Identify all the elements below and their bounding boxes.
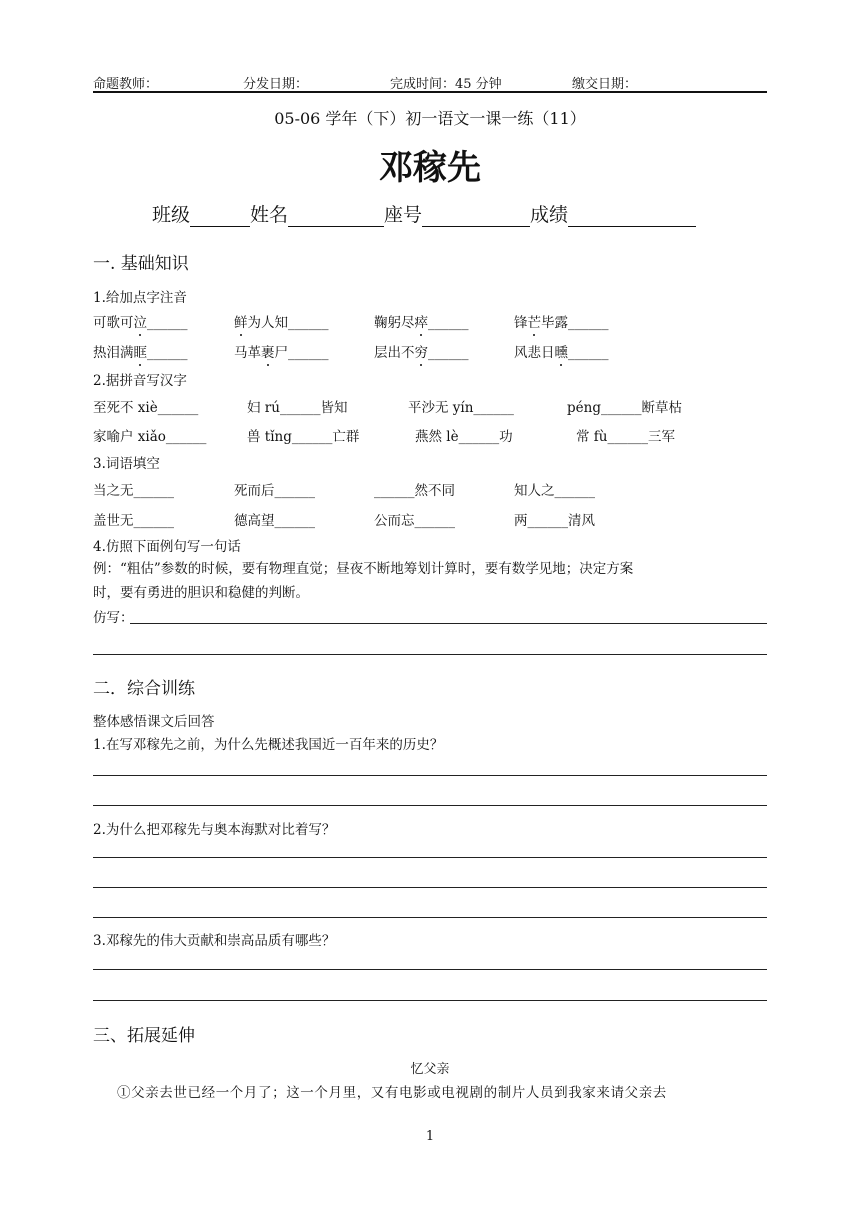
answer-line[interactable]	[93, 857, 767, 858]
answer-line[interactable]	[93, 969, 767, 970]
q1-item-text: 层出不	[374, 345, 415, 361]
q1-item	[93, 311, 188, 331]
sec2-q2: 2.为什么把邓稼先与奥本海默对比着写？	[93, 822, 336, 838]
q1-item-text: 马革	[234, 345, 261, 361]
article-title: 忆父亲	[410, 1062, 450, 1077]
name-label: 姓名	[250, 204, 289, 226]
answer-line[interactable]	[93, 917, 767, 918]
q2-item: 燕然 lè______功	[415, 429, 513, 445]
page-title: 邓稼先	[379, 148, 481, 188]
q2-item: 兽 tǐng______亡群	[247, 429, 360, 445]
answer-line[interactable]	[130, 623, 767, 624]
q3-item: 两______清风	[514, 513, 595, 529]
info-line	[152, 200, 696, 227]
q2-item: 家喻户 xiǎo______	[93, 429, 207, 445]
answer-line[interactable]	[93, 887, 767, 888]
q4-title: 4.仿照下面例句写一句话	[93, 539, 241, 555]
q1-item-text: ______	[147, 315, 188, 331]
q3-item: 德高望______	[234, 513, 315, 529]
sec2-q1: 1.在写邓稼先之前，为什么先概述我国近一百年来的历史？	[93, 737, 444, 753]
header-submit-date: 缴交日期：	[572, 77, 638, 92]
q1-dotted-char: 瘁	[414, 315, 428, 331]
q1-item	[93, 341, 188, 361]
sec2-intro: 整体感悟课文后回答	[93, 714, 215, 730]
header-issue-date: 分发日期：	[243, 77, 309, 92]
subtitle: 05-06 学年（下）初一语文一课一练（11）	[274, 109, 586, 128]
q4-example-line1: 例：“粗估”参数的时候，要有物理直觉；昼夜不断地筹划计算时，要有数学见地；决定方案	[93, 561, 634, 577]
header-teacher: 命题教师：	[93, 77, 159, 92]
q1-item-text: 可歌可	[93, 315, 134, 331]
answer-line[interactable]	[93, 805, 767, 806]
header-rule	[93, 91, 767, 93]
q3-item: 公而忘______	[374, 513, 455, 529]
q1-item-text: ______	[428, 345, 469, 361]
q3-item: ______然不同	[374, 483, 455, 499]
q4-example-line2: 时，要有勇进的胆识和稳健的判断。	[93, 585, 309, 601]
q2-item: 平沙无 yín______	[408, 400, 514, 416]
class-label: 班级	[152, 204, 191, 226]
q3-item: 盖世无______	[93, 513, 174, 529]
q1-item	[514, 311, 609, 331]
q1-item-text: 鞠躬尽	[374, 315, 415, 331]
score-label: 成绩	[530, 204, 569, 226]
section-2-heading: 二．综合训练	[93, 679, 195, 699]
answer-line[interactable]	[93, 1000, 767, 1001]
q2-item: 常 fù______三军	[576, 429, 675, 445]
q1-item	[374, 341, 469, 361]
q3-item: 死而后______	[234, 483, 315, 499]
q4-imitate-label: 仿写：	[93, 610, 134, 626]
section-1-heading: 一. 基础知识	[93, 254, 189, 274]
seat-label: 座号	[384, 204, 423, 226]
article-paragraph-1: ①父亲去世已经一个月了；这一个月里，又有电影或电视剧的制片人员到我家来请父亲去	[117, 1085, 667, 1101]
class-field[interactable]	[190, 208, 250, 227]
q1-item-text: ______	[568, 345, 609, 361]
q1-dotted-char: 鲜	[234, 315, 248, 331]
q3-title: 3.词语填空	[93, 456, 160, 472]
q3-item: 当之无______	[93, 483, 174, 499]
header-time: 完成时间：45 分钟	[390, 77, 502, 92]
page-number: 1	[425, 1129, 435, 1144]
q2-item: péng______断草枯	[567, 400, 682, 416]
q1-item	[234, 341, 329, 361]
q1-item-text: 热泪满	[93, 345, 134, 361]
q1-item	[514, 341, 609, 361]
q1-dotted-char: 曛	[554, 345, 568, 361]
answer-line[interactable]	[93, 775, 767, 776]
q1-item-text: 风悲日	[514, 345, 555, 361]
q1-item-text: ______	[147, 345, 188, 361]
sec2-q3: 3.邓稼先的伟大贡献和崇高品质有哪些？	[93, 933, 336, 949]
q1-dotted-char: 穷	[414, 345, 428, 361]
q1-item	[374, 311, 469, 331]
q2-item: 妇 rú______皆知	[247, 400, 348, 416]
q1-item-text: 为人知______	[247, 315, 329, 331]
q1-item	[234, 311, 329, 331]
q1-dotted-char: 裹	[261, 345, 275, 361]
q2-item: 至死不 xiè______	[93, 400, 199, 416]
name-field[interactable]	[288, 208, 384, 227]
section-3-heading: 三、拓展延伸	[93, 1026, 195, 1046]
seat-field[interactable]	[422, 208, 530, 227]
score-field[interactable]	[568, 208, 696, 227]
answer-line[interactable]	[93, 654, 767, 655]
q2-title: 2.据拼音写汉字	[93, 373, 187, 389]
q1-dotted-char: 泣	[133, 315, 147, 331]
q1-item-text: 锋	[514, 315, 528, 331]
q1-item-text: 毕露______	[541, 315, 609, 331]
q3-item: 知人之______	[514, 483, 595, 499]
q1-dotted-char: 眶	[133, 345, 147, 361]
q1-title: 1.给加点字注音	[93, 290, 187, 306]
q1-item-text: 尸______	[274, 345, 329, 361]
q1-dotted-char: 芒	[527, 315, 541, 331]
q1-item-text: ______	[428, 315, 469, 331]
